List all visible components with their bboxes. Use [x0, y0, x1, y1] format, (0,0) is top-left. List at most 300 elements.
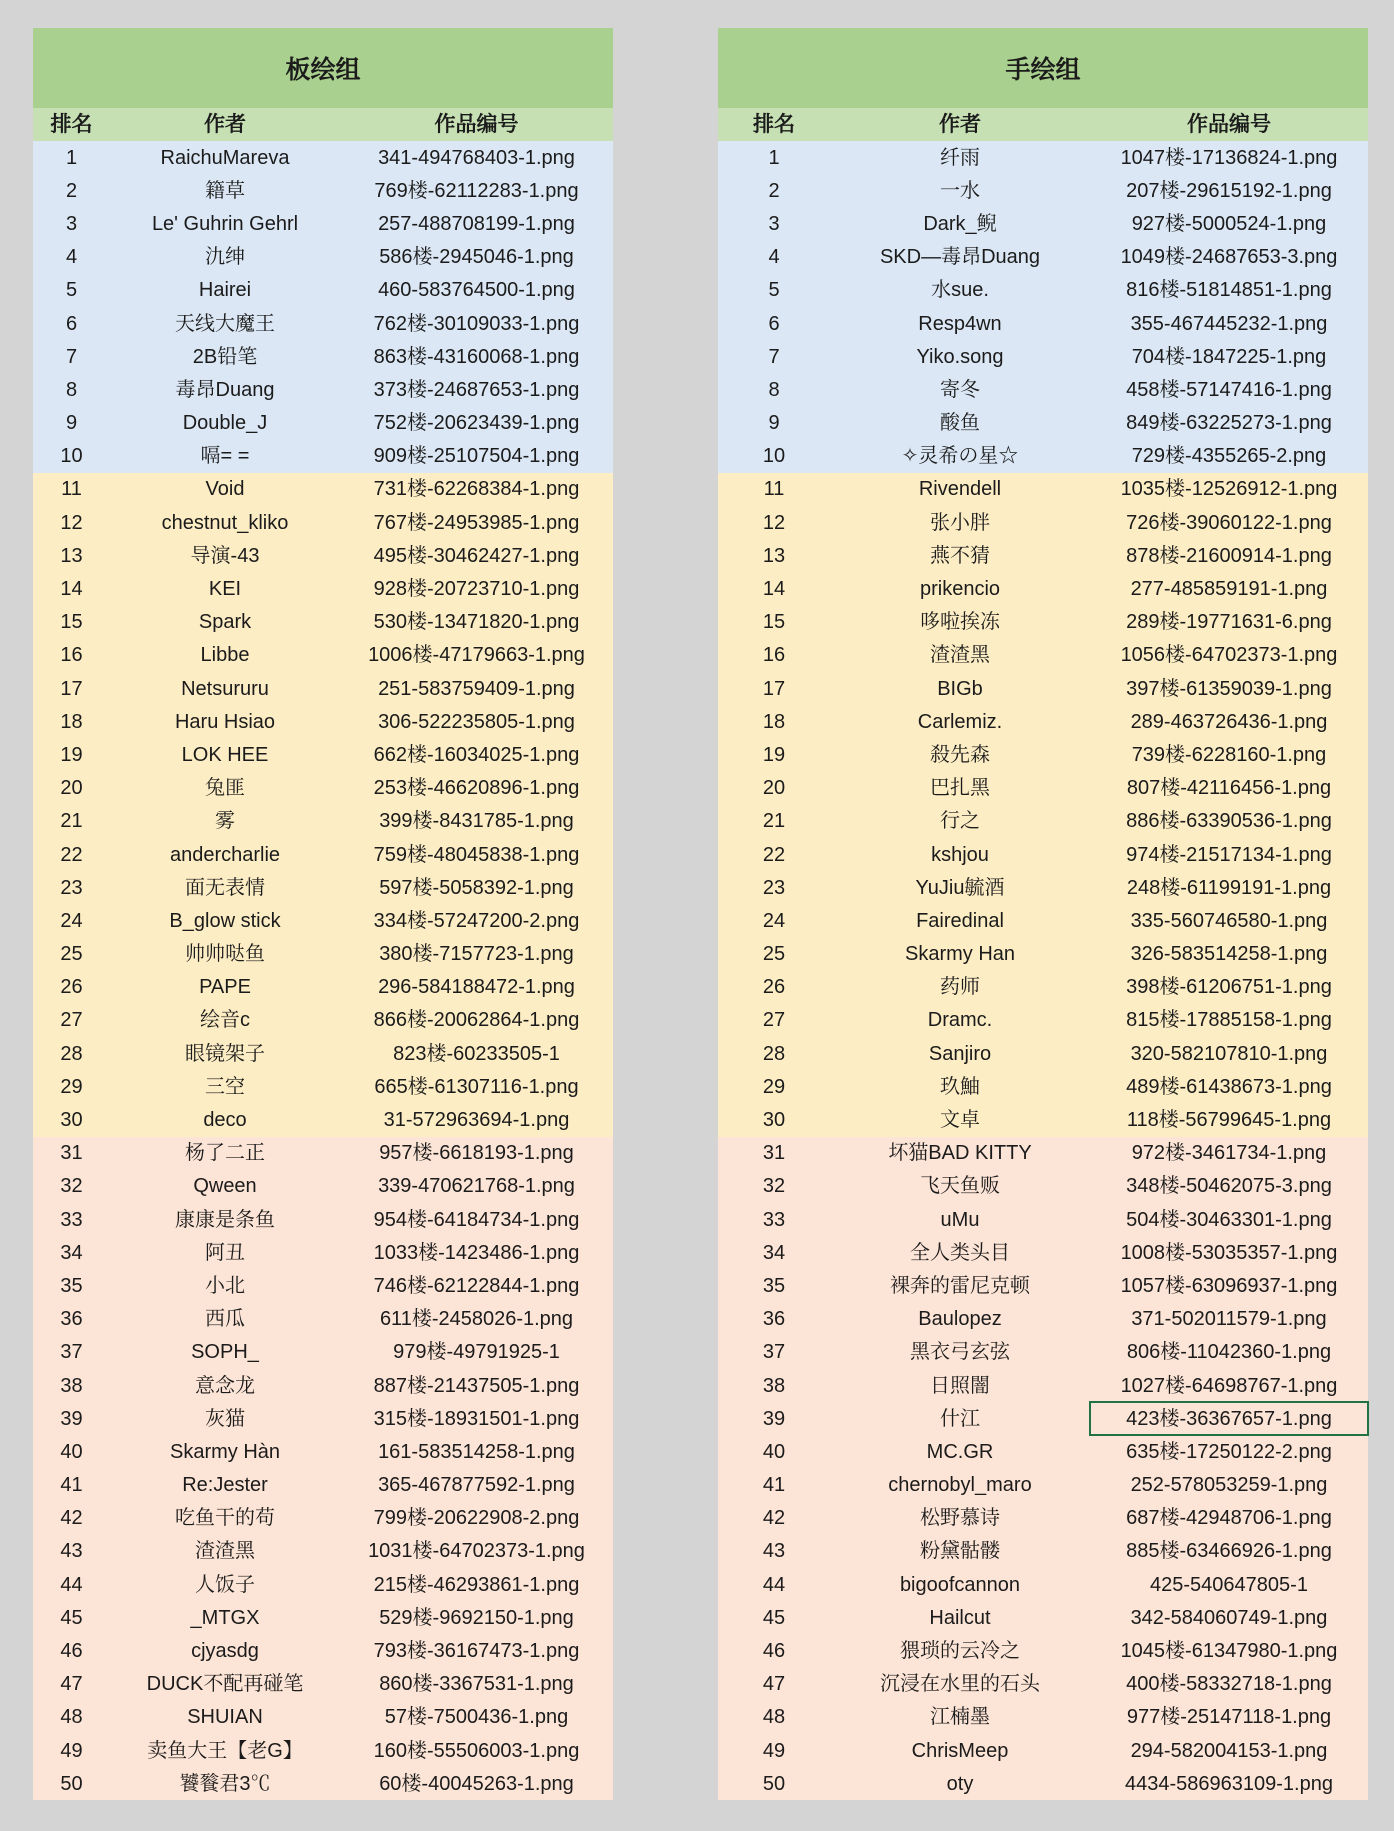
- work-cell[interactable]: 597楼-5058392-1.png: [379, 876, 574, 899]
- rank-cell[interactable]: 39: [60, 1407, 83, 1430]
- work-cell[interactable]: 823楼-60233505-1: [393, 1042, 560, 1065]
- work-cell[interactable]: 1033楼-1423486-1.png: [373, 1241, 580, 1264]
- rank-cell[interactable]: 29: [762, 1075, 786, 1098]
- rank-cell[interactable]: 50: [60, 1772, 83, 1795]
- author-cell[interactable]: 三空: [205, 1075, 245, 1098]
- rank-cell[interactable]: 36: [762, 1308, 786, 1331]
- work-cell[interactable]: 60楼-40045263-1.png: [379, 1772, 574, 1795]
- rank-cell[interactable]: 22: [60, 843, 83, 866]
- author-cell[interactable]: Hailcut: [929, 1606, 991, 1629]
- author-cell[interactable]: SOPH_: [191, 1341, 259, 1364]
- rank-cell[interactable]: 15: [762, 611, 786, 634]
- author-cell[interactable]: 绘音c: [200, 1009, 250, 1032]
- author-cell[interactable]: 眼镜架子: [185, 1042, 265, 1065]
- rank-cell[interactable]: 38: [60, 1374, 83, 1397]
- author-cell[interactable]: Baulopez: [918, 1308, 1002, 1331]
- rank-cell[interactable]: 44: [762, 1573, 786, 1596]
- rank-cell[interactable]: 28: [762, 1042, 786, 1065]
- work-cell[interactable]: 252-578053259-1.png: [1130, 1474, 1328, 1497]
- work-cell[interactable]: 251-583759409-1.png: [378, 677, 575, 700]
- work-cell[interactable]: 1057楼-63096937-1.png: [1120, 1274, 1338, 1297]
- author-cell[interactable]: Libbe: [200, 644, 250, 667]
- rank-cell[interactable]: 11: [763, 478, 785, 501]
- author-cell[interactable]: 酸鱼: [940, 412, 980, 435]
- author-cell[interactable]: Fairedinal: [916, 909, 1004, 932]
- rank-cell[interactable]: 42: [762, 1507, 786, 1530]
- rank-cell[interactable]: 20: [762, 777, 786, 800]
- work-cell[interactable]: 495楼-30462427-1.png: [373, 544, 580, 567]
- work-cell[interactable]: 972楼-3461734-1.png: [1131, 1142, 1327, 1165]
- author-cell[interactable]: 行之: [940, 810, 980, 833]
- work-cell-selected[interactable]: 423楼-36367657-1.png: [1090, 1402, 1368, 1435]
- author-cell[interactable]: ChrisMeep: [911, 1739, 1009, 1762]
- rank-cell[interactable]: 14: [60, 578, 83, 601]
- work-cell[interactable]: 530楼-13471820-1.png: [373, 611, 580, 634]
- group-title-cell[interactable]: [33, 28, 613, 108]
- author-cell[interactable]: 燕不猜: [930, 544, 990, 567]
- author-cell[interactable]: Le' Guhrin Gehrl: [151, 212, 299, 235]
- author-cell[interactable]: 籍草: [205, 179, 245, 202]
- author-cell[interactable]: 兔匪: [205, 777, 245, 800]
- rank-cell[interactable]: 2: [65, 179, 78, 202]
- work-cell[interactable]: 57楼-7500436-1.png: [384, 1706, 569, 1729]
- work-cell[interactable]: 207楼-29615192-1.png: [1126, 179, 1332, 202]
- rank-cell[interactable]: 7: [65, 345, 78, 368]
- work-cell[interactable]: 398楼-61206751-1.png: [1126, 976, 1332, 999]
- author-cell[interactable]: 松野慕诗: [920, 1507, 1000, 1530]
- rank-cell[interactable]: 6: [768, 312, 780, 335]
- work-cell[interactable]: 342-584060749-1.png: [1130, 1606, 1328, 1629]
- author-cell[interactable]: Skarmy Han: [904, 943, 1016, 966]
- author-cell[interactable]: 裸奔的雷尼克顿: [890, 1274, 1030, 1297]
- rank-cell[interactable]: 46: [60, 1640, 83, 1663]
- rank-cell[interactable]: 10: [60, 445, 83, 468]
- rank-cell[interactable]: 47: [762, 1673, 786, 1696]
- rank-cell[interactable]: 25: [60, 943, 83, 966]
- author-cell[interactable]: 人饭子: [195, 1573, 255, 1596]
- rank-cell[interactable]: 46: [762, 1640, 786, 1663]
- author-cell[interactable]: B_glow stick: [169, 909, 281, 932]
- work-cell[interactable]: 979楼-49791925-1: [393, 1341, 560, 1364]
- work-cell[interactable]: 704楼-1847225-1.png: [1131, 345, 1327, 368]
- author-cell[interactable]: Carlemiz.: [917, 710, 1003, 733]
- author-cell[interactable]: 杨了二正: [185, 1142, 265, 1165]
- rank-cell[interactable]: 24: [762, 909, 786, 932]
- rank-cell[interactable]: 17: [60, 677, 83, 700]
- author-cell[interactable]: LOK HEE: [181, 743, 269, 766]
- rank-cell[interactable]: 35: [762, 1274, 786, 1297]
- author-cell[interactable]: 沉浸在水里的石头: [880, 1673, 1040, 1696]
- rank-cell[interactable]: 26: [60, 976, 83, 999]
- author-cell[interactable]: 渣渣黑: [930, 644, 990, 667]
- rank-cell[interactable]: 19: [60, 743, 83, 766]
- work-cell[interactable]: 807楼-42116456-1.png: [1126, 777, 1332, 800]
- author-cell[interactable]: Re:Jester: [182, 1474, 268, 1497]
- rank-cell[interactable]: 45: [762, 1606, 786, 1629]
- work-cell[interactable]: 257-488708199-1.png: [378, 212, 575, 235]
- rank-cell[interactable]: 32: [60, 1175, 83, 1198]
- rank-cell[interactable]: 33: [60, 1208, 83, 1231]
- work-cell[interactable]: 326-583514258-1.png: [1130, 943, 1328, 966]
- author-cell[interactable]: 嗝= =: [200, 445, 250, 468]
- rank-cell[interactable]: 13: [762, 544, 786, 567]
- author-cell[interactable]: 天线大魔王: [175, 312, 275, 335]
- rank-cell[interactable]: 40: [60, 1440, 83, 1463]
- rank-cell[interactable]: 36: [60, 1308, 83, 1331]
- work-cell[interactable]: 665楼-61307116-1.png: [374, 1075, 579, 1098]
- rank-cell[interactable]: 13: [60, 544, 83, 567]
- work-cell[interactable]: 769楼-62112283-1.png: [374, 179, 579, 202]
- author-cell[interactable]: 巴扎黑: [930, 777, 990, 800]
- author-cell[interactable]: 帅帅哒鱼: [185, 943, 265, 966]
- rank-cell[interactable]: 8: [65, 378, 78, 401]
- author-cell[interactable]: Dark_鲵: [923, 212, 997, 235]
- rank-cell[interactable]: 28: [60, 1042, 83, 1065]
- rank-cell[interactable]: 30: [762, 1109, 786, 1132]
- work-cell[interactable]: 529楼-9692150-1.png: [379, 1606, 574, 1629]
- rank-cell[interactable]: 9: [768, 412, 780, 435]
- author-cell[interactable]: 导演-43: [190, 544, 260, 567]
- work-cell[interactable]: 849楼-63225273-1.png: [1126, 412, 1332, 435]
- rank-cell[interactable]: 43: [60, 1540, 83, 1563]
- work-cell[interactable]: 878楼-21600914-1.png: [1126, 544, 1332, 567]
- column-header-author[interactable]: 作者: [939, 113, 981, 136]
- rank-cell[interactable]: 42: [60, 1507, 83, 1530]
- rank-cell[interactable]: 8: [768, 378, 780, 401]
- rank-cell[interactable]: 17: [762, 677, 786, 700]
- work-cell[interactable]: 425-540647805-1: [1150, 1573, 1308, 1596]
- work-cell[interactable]: 816楼-51814851-1.png: [1126, 279, 1332, 302]
- author-cell[interactable]: 哆啦挨冻: [920, 611, 1000, 634]
- work-cell[interactable]: 909楼-25107504-1.png: [373, 445, 580, 468]
- rank-cell[interactable]: 2: [768, 179, 780, 202]
- rank-cell[interactable]: 27: [762, 1009, 786, 1032]
- work-cell[interactable]: 815楼-17885158-1.png: [1126, 1009, 1332, 1032]
- author-cell[interactable]: 坏猫BAD KITTY: [888, 1142, 1032, 1165]
- rank-cell[interactable]: 9: [65, 412, 78, 435]
- work-cell[interactable]: 339-470621768-1.png: [378, 1175, 575, 1198]
- author-cell[interactable]: 小北: [205, 1274, 245, 1297]
- rank-cell[interactable]: 10: [762, 445, 786, 468]
- author-cell[interactable]: SHUIAN: [187, 1706, 263, 1729]
- rank-cell[interactable]: 27: [60, 1009, 83, 1032]
- work-cell[interactable]: 799楼-20622908-2.png: [373, 1507, 580, 1530]
- work-cell[interactable]: 759楼-48045838-1.png: [373, 843, 580, 866]
- rank-cell[interactable]: 5: [65, 279, 78, 302]
- author-cell[interactable]: oty: [946, 1772, 974, 1795]
- author-cell[interactable]: 什江: [940, 1407, 980, 1430]
- work-cell[interactable]: 306-522235805-1.png: [378, 710, 575, 733]
- rank-cell[interactable]: 1: [65, 146, 78, 169]
- author-cell[interactable]: 全人类头目: [910, 1241, 1010, 1264]
- work-cell[interactable]: 504楼-30463301-1.png: [1126, 1208, 1332, 1231]
- rank-cell[interactable]: 45: [60, 1606, 83, 1629]
- rank-cell[interactable]: 37: [60, 1341, 83, 1364]
- author-cell[interactable]: 毒昂Duang: [175, 378, 275, 401]
- author-cell[interactable]: 纤雨: [940, 146, 980, 169]
- author-cell[interactable]: BIGb: [937, 677, 983, 700]
- work-cell[interactable]: 586楼-2945046-1.png: [379, 246, 574, 269]
- author-cell[interactable]: 吃鱼干的苟: [175, 1507, 275, 1530]
- column-header-work[interactable]: 作品编号: [434, 113, 519, 136]
- author-cell[interactable]: 文卓: [940, 1109, 980, 1132]
- work-cell[interactable]: 161-583514258-1.png: [378, 1440, 575, 1463]
- column-header-author[interactable]: 作者: [204, 113, 246, 136]
- author-cell[interactable]: 张小胖: [930, 511, 990, 534]
- work-cell[interactable]: 635楼-17250122-2.png: [1126, 1440, 1332, 1463]
- rank-cell[interactable]: 15: [60, 611, 83, 634]
- author-cell[interactable]: KEI: [208, 578, 242, 601]
- author-cell[interactable]: 卖鱼大王【老G】: [147, 1739, 303, 1762]
- work-cell[interactable]: 886楼-63390536-1.png: [1126, 810, 1332, 833]
- rank-cell[interactable]: 43: [762, 1540, 786, 1563]
- author-cell[interactable]: kshjou: [931, 843, 989, 866]
- work-cell[interactable]: 729楼-4355265-2.png: [1131, 445, 1327, 468]
- rank-cell[interactable]: 31: [60, 1142, 83, 1165]
- author-cell[interactable]: 日照闇: [930, 1374, 990, 1397]
- author-cell[interactable]: Yiko.song: [916, 345, 1004, 368]
- rank-cell[interactable]: 3: [768, 212, 780, 235]
- work-cell[interactable]: 957楼-6618193-1.png: [379, 1142, 574, 1165]
- work-cell[interactable]: 927楼-5000524-1.png: [1131, 212, 1327, 235]
- work-cell[interactable]: 365-467877592-1.png: [378, 1474, 575, 1497]
- author-cell[interactable]: prikencio: [919, 578, 1001, 601]
- author-cell[interactable]: 水sue.: [931, 279, 989, 302]
- author-cell[interactable]: 江楠墨: [930, 1706, 990, 1729]
- rank-cell[interactable]: 41: [60, 1474, 83, 1497]
- author-cell[interactable]: SKD—毒昂Duang: [879, 246, 1041, 269]
- work-cell[interactable]: 489楼-61438673-1.png: [1126, 1075, 1332, 1098]
- rank-cell[interactable]: 3: [65, 212, 78, 235]
- column-header-rank[interactable]: 排名: [753, 113, 795, 136]
- work-cell[interactable]: 460-583764500-1.png: [378, 279, 575, 302]
- rank-cell[interactable]: 48: [762, 1706, 786, 1729]
- author-cell[interactable]: 粉黛骷髅: [920, 1540, 1000, 1563]
- author-cell[interactable]: 面无表情: [185, 876, 265, 899]
- work-cell[interactable]: 885楼-63466926-1.png: [1126, 1540, 1332, 1563]
- author-cell[interactable]: Spark: [198, 611, 252, 634]
- author-cell[interactable]: PAPE: [199, 976, 251, 999]
- work-cell[interactable]: 887楼-21437505-1.png: [373, 1374, 580, 1397]
- author-cell[interactable]: ✧灵希の星☆: [901, 445, 1019, 468]
- author-cell[interactable]: 雾: [215, 810, 235, 833]
- work-cell[interactable]: 1049楼-24687653-3.png: [1120, 246, 1338, 269]
- rank-cell[interactable]: 26: [762, 976, 786, 999]
- rank-cell[interactable]: 44: [60, 1573, 83, 1596]
- work-cell[interactable]: 611楼-2458026-1.png: [379, 1308, 574, 1331]
- work-cell[interactable]: 767楼-24953985-1.png: [373, 511, 580, 534]
- work-cell[interactable]: 662楼-16034025-1.png: [373, 743, 580, 766]
- rank-cell[interactable]: 49: [762, 1739, 786, 1762]
- work-cell[interactable]: 277-485859191-1.png: [1130, 578, 1328, 601]
- work-cell[interactable]: 954楼-64184734-1.png: [373, 1208, 580, 1231]
- author-cell[interactable]: 西瓜: [205, 1308, 245, 1331]
- author-cell[interactable]: 药师: [940, 976, 980, 999]
- rank-cell[interactable]: 12: [60, 511, 83, 534]
- rank-cell[interactable]: 50: [762, 1772, 786, 1795]
- rank-cell[interactable]: 21: [60, 810, 83, 833]
- author-cell[interactable]: YuJiu毓酒: [915, 876, 1005, 899]
- rank-cell[interactable]: 18: [60, 710, 83, 733]
- author-cell[interactable]: 殺先森: [930, 743, 990, 766]
- work-cell[interactable]: 806楼-11042360-1.png: [1126, 1341, 1332, 1364]
- author-cell[interactable]: Skarmy Hàn: [169, 1440, 281, 1463]
- work-cell[interactable]: 863楼-43160068-1.png: [373, 345, 580, 368]
- group-title-cell[interactable]: [718, 28, 1368, 108]
- rank-cell[interactable]: 16: [762, 644, 786, 667]
- rank-cell[interactable]: 7: [768, 345, 780, 368]
- rank-cell[interactable]: 23: [762, 876, 786, 899]
- work-cell[interactable]: 399楼-8431785-1.png: [379, 810, 574, 833]
- rank-cell[interactable]: 49: [60, 1739, 83, 1762]
- rank-cell[interactable]: 41: [762, 1474, 786, 1497]
- work-cell[interactable]: 458楼-57147416-1.png: [1126, 378, 1332, 401]
- work-cell[interactable]: 1047楼-17136824-1.png: [1120, 146, 1338, 169]
- rank-cell[interactable]: 1: [768, 146, 780, 169]
- rank-cell[interactable]: 14: [762, 578, 786, 601]
- author-cell[interactable]: _MTGX: [190, 1606, 260, 1629]
- author-cell[interactable]: Netsururu: [181, 677, 269, 700]
- work-cell[interactable]: 974楼-21517134-1.png: [1126, 843, 1332, 866]
- work-cell[interactable]: 793楼-36167473-1.png: [373, 1640, 580, 1663]
- rank-cell[interactable]: 11: [61, 478, 82, 501]
- author-cell[interactable]: 飞天鱼贩: [920, 1175, 1000, 1198]
- work-cell[interactable]: 31-572963694-1.png: [383, 1109, 570, 1132]
- author-cell[interactable]: Hairei: [198, 279, 252, 302]
- author-cell[interactable]: Resp4wn: [918, 312, 1002, 335]
- rank-cell[interactable]: 29: [60, 1075, 83, 1098]
- author-cell[interactable]: Void: [205, 478, 245, 501]
- work-cell[interactable]: 746楼-62122844-1.png: [373, 1274, 580, 1297]
- work-cell[interactable]: 215楼-46293861-1.png: [373, 1573, 580, 1596]
- work-cell[interactable]: 4434-586963109-1.png: [1125, 1772, 1333, 1795]
- rank-cell[interactable]: 20: [60, 777, 83, 800]
- author-cell[interactable]: 猥琐的云冷之: [900, 1640, 1020, 1663]
- author-cell[interactable]: MC.GR: [926, 1440, 994, 1463]
- work-cell[interactable]: 1035楼-12526912-1.png: [1120, 478, 1338, 501]
- rank-cell[interactable]: 40: [762, 1440, 786, 1463]
- work-cell[interactable]: 1008楼-53035357-1.png: [1120, 1241, 1338, 1264]
- work-cell[interactable]: 752楼-20623439-1.png: [373, 412, 580, 435]
- work-cell[interactable]: 397楼-61359039-1.png: [1126, 677, 1332, 700]
- column-header-work[interactable]: 作品编号: [1187, 113, 1271, 136]
- rank-cell[interactable]: 31: [762, 1142, 786, 1165]
- rank-cell[interactable]: 39: [762, 1407, 786, 1430]
- work-cell[interactable]: 294-582004153-1.png: [1130, 1739, 1328, 1762]
- rank-cell[interactable]: 22: [762, 843, 786, 866]
- rank-cell[interactable]: 34: [762, 1241, 786, 1264]
- work-cell[interactable]: 118楼-56799645-1.png: [1126, 1109, 1332, 1132]
- author-cell[interactable]: 灰猫: [205, 1407, 245, 1430]
- rank-cell[interactable]: 5: [768, 279, 780, 302]
- rank-cell[interactable]: 33: [762, 1208, 786, 1231]
- work-cell[interactable]: 731楼-62268384-1.png: [373, 478, 580, 501]
- author-cell[interactable]: 一水: [940, 179, 980, 202]
- rank-cell[interactable]: 35: [60, 1274, 83, 1297]
- column-header-rank[interactable]: 排名: [50, 113, 93, 136]
- work-cell[interactable]: 860楼-3367531-1.png: [379, 1673, 574, 1696]
- work-cell[interactable]: 1006楼-47179663-1.png: [368, 644, 585, 667]
- author-cell[interactable]: 玖鮋: [940, 1075, 980, 1098]
- work-cell[interactable]: 977楼-25147118-1.png: [1126, 1706, 1332, 1729]
- work-cell[interactable]: 160楼-55506003-1.png: [373, 1739, 580, 1762]
- author-cell[interactable]: 黑衣弓玄弦: [910, 1341, 1010, 1364]
- author-cell[interactable]: cjyasdg: [191, 1640, 259, 1663]
- rank-cell[interactable]: 24: [60, 909, 83, 932]
- work-cell[interactable]: 1027楼-64698767-1.png: [1120, 1374, 1338, 1397]
- rank-cell[interactable]: 47: [60, 1673, 83, 1696]
- work-cell[interactable]: 687楼-42948706-1.png: [1126, 1507, 1332, 1530]
- work-cell[interactable]: 726楼-39060122-1.png: [1126, 511, 1332, 534]
- work-cell[interactable]: 348楼-50462075-3.png: [1126, 1175, 1332, 1198]
- work-cell[interactable]: 380楼-7157723-1.png: [379, 943, 574, 966]
- work-cell[interactable]: 866楼-20062864-1.png: [373, 1009, 580, 1032]
- rank-cell[interactable]: 18: [762, 710, 786, 733]
- rank-cell[interactable]: 12: [762, 511, 786, 534]
- rank-cell[interactable]: 4: [768, 246, 780, 269]
- rank-cell[interactable]: 48: [60, 1706, 83, 1729]
- work-cell[interactable]: 289楼-19771631-6.png: [1126, 611, 1332, 634]
- rank-cell[interactable]: 19: [762, 743, 786, 766]
- rank-cell[interactable]: 25: [762, 943, 786, 966]
- author-cell[interactable]: chestnut_kliko: [161, 511, 289, 534]
- rank-cell[interactable]: 16: [60, 644, 83, 667]
- author-cell[interactable]: Dramc.: [927, 1009, 993, 1032]
- author-cell[interactable]: 饕餮君3℃: [179, 1772, 271, 1795]
- rank-cell[interactable]: 30: [60, 1109, 83, 1132]
- work-cell[interactable]: 248楼-61199191-1.png: [1126, 876, 1332, 899]
- author-cell[interactable]: DUCK不配再碰笔: [146, 1673, 304, 1696]
- rank-cell[interactable]: 4: [65, 246, 78, 269]
- author-cell[interactable]: Haru Hsiao: [174, 710, 276, 733]
- work-cell[interactable]: 1056楼-64702373-1.png: [1120, 644, 1338, 667]
- author-cell[interactable]: Rivendell: [918, 478, 1002, 501]
- rank-cell[interactable]: 6: [65, 312, 78, 335]
- author-cell[interactable]: 氿绅: [205, 246, 245, 269]
- rank-cell[interactable]: 21: [762, 810, 786, 833]
- work-cell[interactable]: 1031楼-64702373-1.png: [368, 1540, 585, 1563]
- author-cell[interactable]: 康康是条鱼: [175, 1208, 275, 1231]
- author-cell[interactable]: Qween: [193, 1175, 257, 1198]
- author-cell[interactable]: Double_J: [182, 412, 268, 435]
- work-cell[interactable]: 315楼-18931501-1.png: [373, 1407, 580, 1430]
- work-cell[interactable]: 739楼-6228160-1.png: [1131, 743, 1327, 766]
- author-cell[interactable]: 2B铅笔: [192, 345, 258, 368]
- author-cell[interactable]: 意念龙: [195, 1374, 255, 1397]
- work-cell[interactable]: 334楼-57247200-2.png: [373, 909, 580, 932]
- work-cell[interactable]: 341-494768403-1.png: [378, 146, 575, 169]
- rank-cell[interactable]: 32: [762, 1175, 786, 1198]
- author-cell[interactable]: andercharlie: [169, 843, 281, 866]
- work-cell[interactable]: 371-502011579-1.png: [1131, 1308, 1327, 1331]
- work-cell[interactable]: 373楼-24687653-1.png: [373, 378, 580, 401]
- work-cell[interactable]: 400楼-58332718-1.png: [1126, 1673, 1332, 1696]
- work-cell[interactable]: 253楼-46620896-1.png: [373, 777, 580, 800]
- author-cell[interactable]: RaichuMareva: [160, 146, 290, 169]
- author-cell[interactable]: deco: [203, 1109, 247, 1132]
- author-cell[interactable]: uMu: [940, 1208, 980, 1231]
- work-cell[interactable]: 335-560746580-1.png: [1130, 909, 1328, 932]
- author-cell[interactable]: 寄冬: [940, 378, 980, 401]
- work-cell[interactable]: 1045楼-61347980-1.png: [1120, 1640, 1338, 1663]
- work-cell[interactable]: 928楼-20723710-1.png: [373, 578, 580, 601]
- rank-cell[interactable]: 34: [60, 1241, 83, 1264]
- author-cell[interactable]: 渣渣黑: [195, 1540, 255, 1563]
- rank-cell[interactable]: 23: [60, 876, 83, 899]
- rank-cell[interactable]: 38: [762, 1374, 786, 1397]
- work-cell[interactable]: 320-582107810-1.png: [1130, 1042, 1328, 1065]
- author-cell[interactable]: chernobyl_maro: [888, 1474, 1032, 1497]
